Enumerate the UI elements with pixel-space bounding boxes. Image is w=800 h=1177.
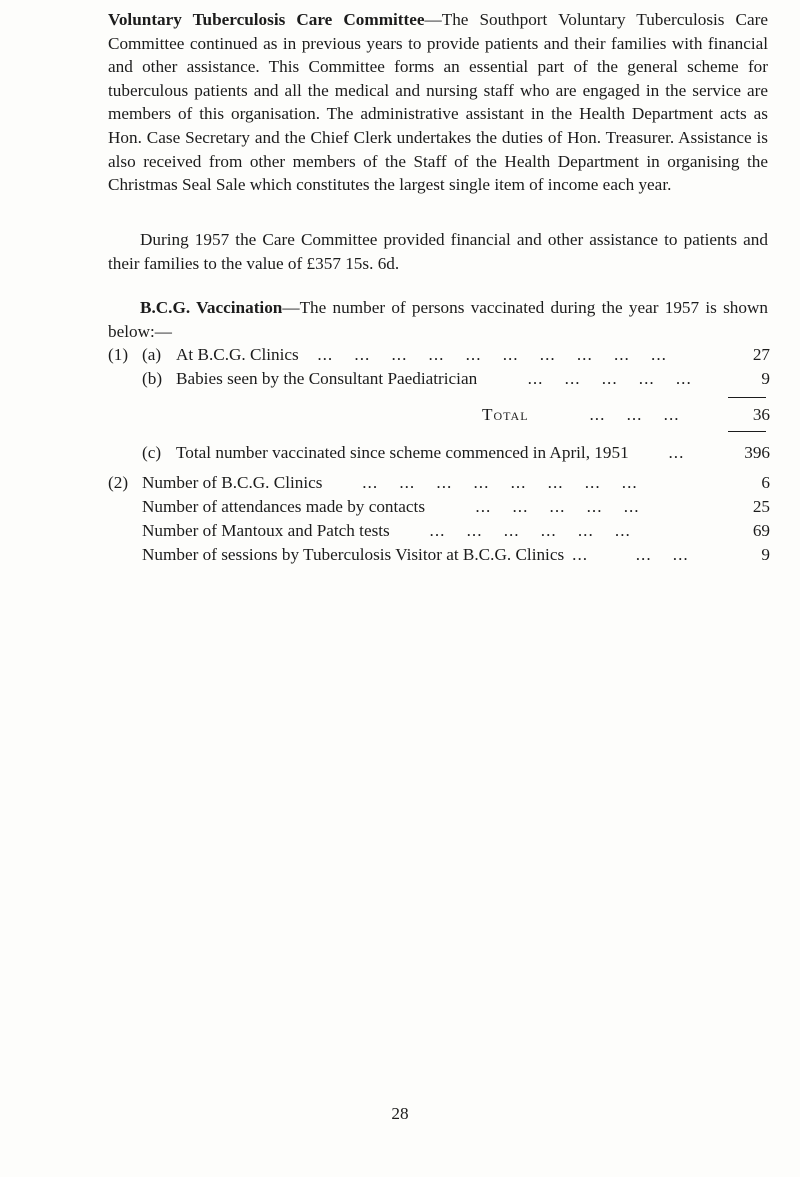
leader-dots: ... ... ... ... ... ... ... ... ... ... <box>306 345 667 364</box>
row-value: 9 <box>761 545 770 564</box>
row-label: Babies seen by the Consultant Paediatrician <box>176 369 478 388</box>
section-2-number: (2) <box>108 473 129 492</box>
leader-dots: ... ... ... ... ... ... ... ... <box>330 473 638 492</box>
bcg-row-since-1951 <box>108 441 770 465</box>
leader-dots: ... ... ... <box>536 405 680 424</box>
bcg-row-visitor-sessions <box>108 543 770 567</box>
leader-dots: ... ... ... ... ... <box>485 369 692 388</box>
bcg-row-attendances <box>108 495 770 519</box>
care-committee-heading: Voluntary Tuberculosis Care Committee <box>108 10 425 29</box>
bcg-heading: B.C.G. Vaccination <box>140 298 283 317</box>
bcg-row-clinics <box>108 343 770 367</box>
total-value: 36 <box>752 405 770 424</box>
row-label: Number of B.C.G. Clinics <box>142 473 323 492</box>
leader-dots: ... ... ... ... ... <box>433 497 640 516</box>
care-committee-body: —The Southport Voluntary Tuberculosis Care Committee continued as in previous years to provide patients and their families with financial and other assistance. This Committee forms an essential part of the general scheme for tuberculous patients and all the medical and nursing staff who are engaged in the service are members of this organisation. The administrative assistant in the Health Department acts as Hon. Case Secretary and the Chief Clerk undertakes the duties of Hon. Treasurer. Assistance is also received from other members of the Staff of the Health Department in organising the Christmas Seal Sale which constitutes the largest single item of income each year. <box>108 10 769 195</box>
row-value: 25 <box>752 497 770 516</box>
row-value: 6 <box>761 473 770 492</box>
row-value: 27 <box>752 345 770 364</box>
care-committee-paragraph <box>108 8 768 197</box>
bcg-paragraph <box>108 296 768 343</box>
row-label: Number of sessions by Tuberculosis Visitor at B.C.G. Clinics <box>142 545 565 564</box>
item-letter: (a) <box>142 345 162 364</box>
section-1-number: (1) <box>108 345 129 364</box>
bcg-intro: —The number of persons vaccinated during the year 1957 is shown below:— <box>108 298 768 341</box>
item-letter: (b) <box>142 369 163 388</box>
bcg-row-total <box>108 403 770 427</box>
bcg-row-number-of-clinics <box>108 471 770 495</box>
total-rule-top <box>728 397 766 398</box>
leader-dots: ... ... ... <box>572 545 689 564</box>
row-value: 396 <box>744 443 770 462</box>
assistance-paragraph: During 1957 the Care Committee provided financial and other assistance to patients and their families to the value of £357 15s. 6d. <box>108 230 768 273</box>
leader-dots: ... ... ... ... ... ... <box>397 521 631 540</box>
item-letter: (c) <box>142 443 162 462</box>
bcg-row-mantoux <box>108 519 770 543</box>
row-label: Total number vaccinated since scheme commenced in April, 1951 <box>176 443 629 462</box>
row-value: 69 <box>752 521 770 540</box>
row-value: 9 <box>761 369 770 388</box>
page-number: 28 <box>391 1104 409 1123</box>
total-label: Total <box>482 405 529 424</box>
bcg-row-babies <box>108 367 770 391</box>
row-label: At B.C.G. Clinics <box>176 345 299 364</box>
leader-dots: ... <box>636 443 685 462</box>
row-label: Number of Mantoux and Patch tests <box>142 521 390 540</box>
row-label: Number of attendances made by contacts <box>142 497 426 516</box>
total-rule-bottom <box>728 431 766 432</box>
